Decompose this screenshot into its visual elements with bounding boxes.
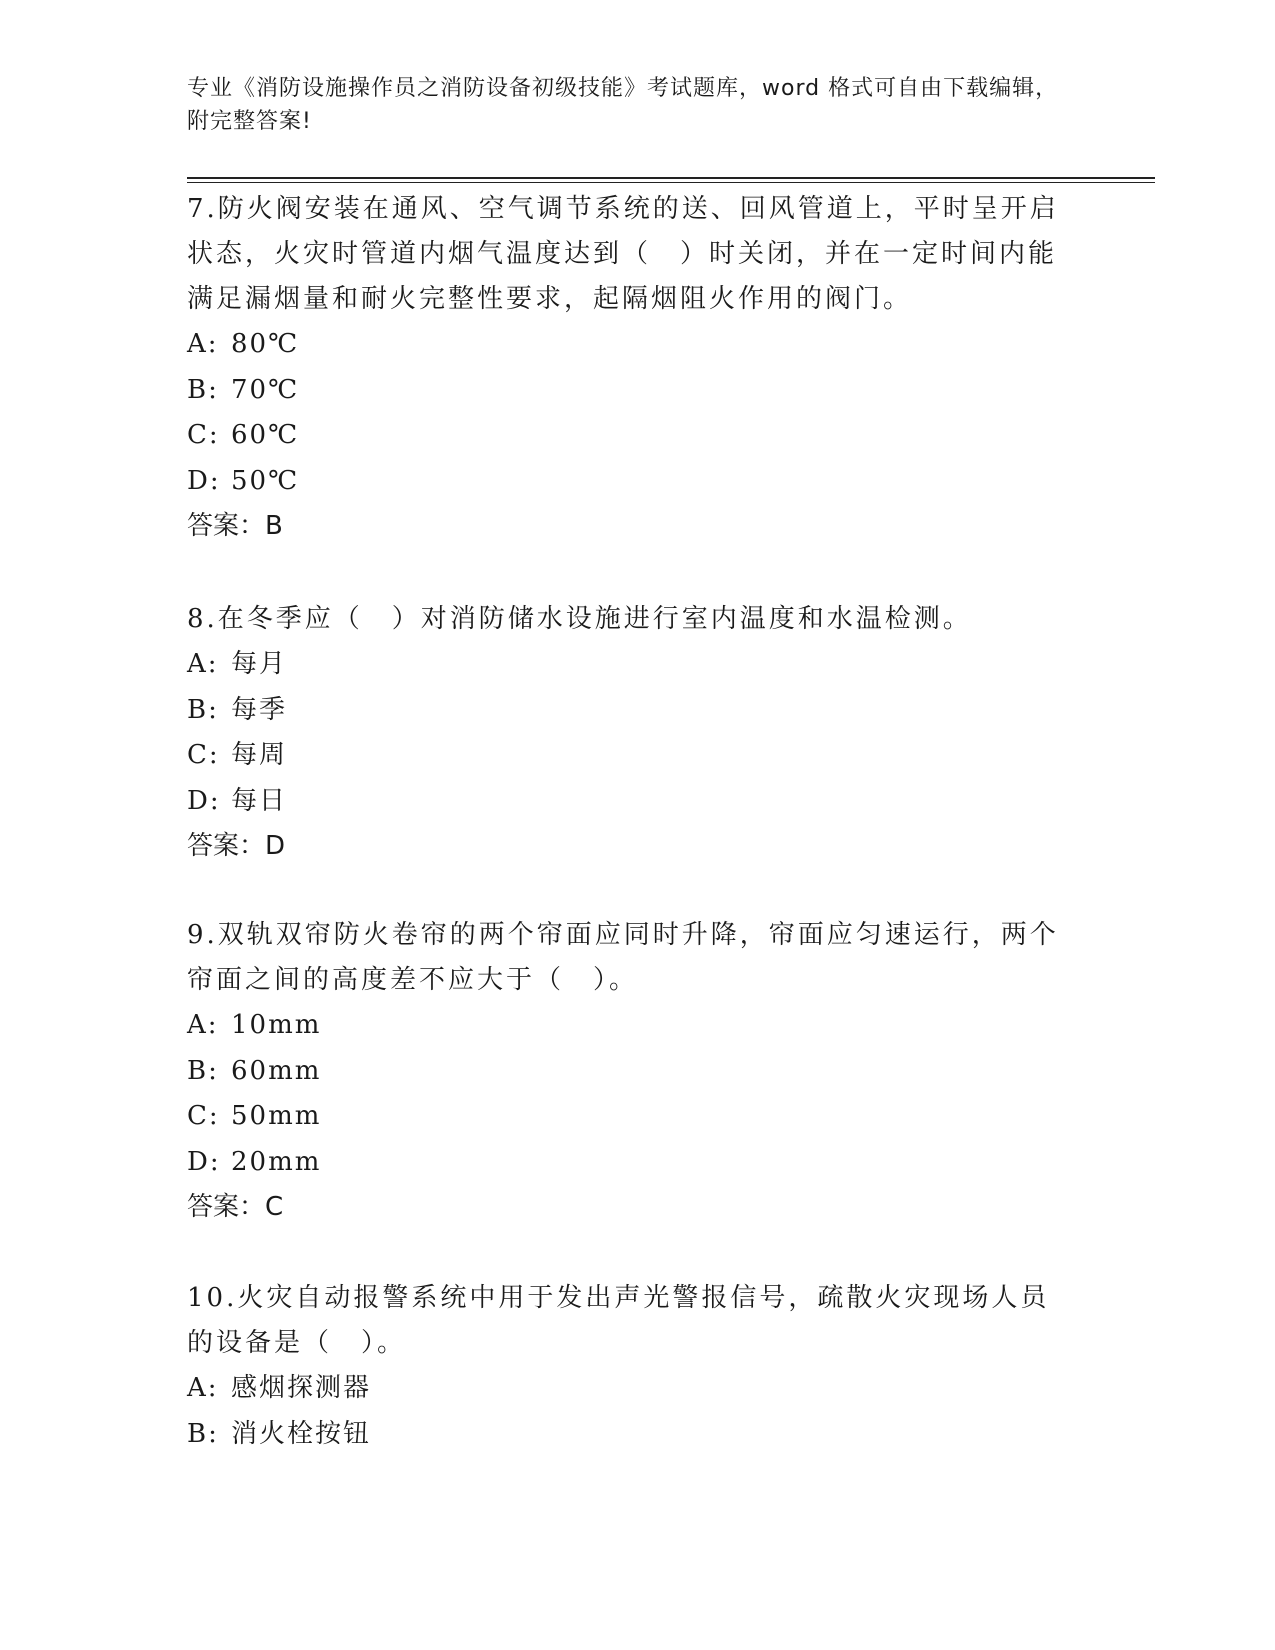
option-d — [187, 1140, 1067, 1186]
answer-line: 答案：C — [187, 1192, 284, 1222]
option-text: 70℃ — [231, 374, 300, 405]
option-letter: B: — [187, 694, 219, 725]
option-letter: C: — [187, 1101, 220, 1131]
option-letter: B: — [187, 1055, 219, 1086]
question-9 — [187, 913, 1067, 1230]
option-text: 60℃ — [231, 420, 300, 450]
question-text: 7.防火阀安装在通风、空气调节系统的送、回风管道上，平时呈开启状态，火灾时管道内烟气温度达到（ ）时关闭，并在一定时间内能满足漏烟量和耐火完整性要求，起隔烟阻火作用的阀门。 — [187, 194, 1059, 314]
question-text: 9.双轨双帘防火卷帘的两个帘面应同时升降，帘面应匀速运行，两个帘面之间的高度差不应大于（ ）。 — [187, 920, 1059, 995]
option-text: 每季 — [231, 694, 288, 725]
option-letter: A: — [187, 329, 219, 359]
option-a — [187, 1003, 1067, 1049]
option-letter: C: — [187, 420, 220, 450]
option-b — [187, 368, 1067, 414]
option-b — [187, 1412, 1067, 1458]
option-text: 80℃ — [231, 329, 300, 359]
question-text: 8.在冬季应（ ）对消防储水设施进行室内温度和水温检测。 — [187, 604, 972, 634]
option-text: 感烟探测器 — [231, 1373, 372, 1403]
option-text: 消火栓按钮 — [231, 1418, 372, 1449]
option-letter: D: — [187, 465, 221, 496]
option-text: 50℃ — [231, 465, 300, 496]
option-d — [187, 779, 1067, 825]
option-text: 每月 — [231, 649, 288, 679]
document-header: 专业《消防设施操作员之消防设备初级技能》考试题库，word 格式可自由下载编辑，附完整答案! — [187, 76, 1059, 134]
question-8 — [187, 597, 1067, 869]
question-text: 10.火灾自动报警系统中用于发出声光警报信号，疏散火灾现场人员的设备是（ ）。 — [187, 1283, 1050, 1358]
option-text: 20mm — [231, 1146, 322, 1177]
option-text: 每周 — [231, 740, 288, 770]
option-letter: C: — [187, 740, 220, 770]
option-a — [187, 322, 1067, 368]
option-text: 60mm — [231, 1055, 322, 1086]
option-letter: B: — [187, 1418, 219, 1449]
option-text: 每日 — [231, 785, 288, 816]
option-letter: A: — [187, 1373, 219, 1403]
option-c — [187, 413, 1067, 459]
option-letter: A: — [187, 1010, 219, 1040]
option-letter: B: — [187, 374, 219, 405]
option-b — [187, 688, 1067, 734]
header-divider-thick — [187, 177, 1155, 179]
option-letter: A: — [187, 649, 219, 679]
answer-line: 答案：D — [187, 831, 286, 861]
question-7 — [187, 187, 1067, 549]
option-text: 10mm — [231, 1010, 322, 1040]
option-d — [187, 459, 1067, 505]
header-divider-thin — [187, 182, 1155, 183]
option-a — [187, 1366, 1067, 1412]
option-letter: D: — [187, 1146, 221, 1177]
option-c — [187, 1094, 1067, 1140]
option-b — [187, 1049, 1067, 1095]
answer-line: 答案：B — [187, 511, 283, 541]
option-letter: D: — [187, 785, 221, 816]
option-c — [187, 733, 1067, 779]
question-10 — [187, 1276, 1067, 1457]
option-a — [187, 642, 1067, 688]
option-text: 50mm — [231, 1101, 322, 1131]
